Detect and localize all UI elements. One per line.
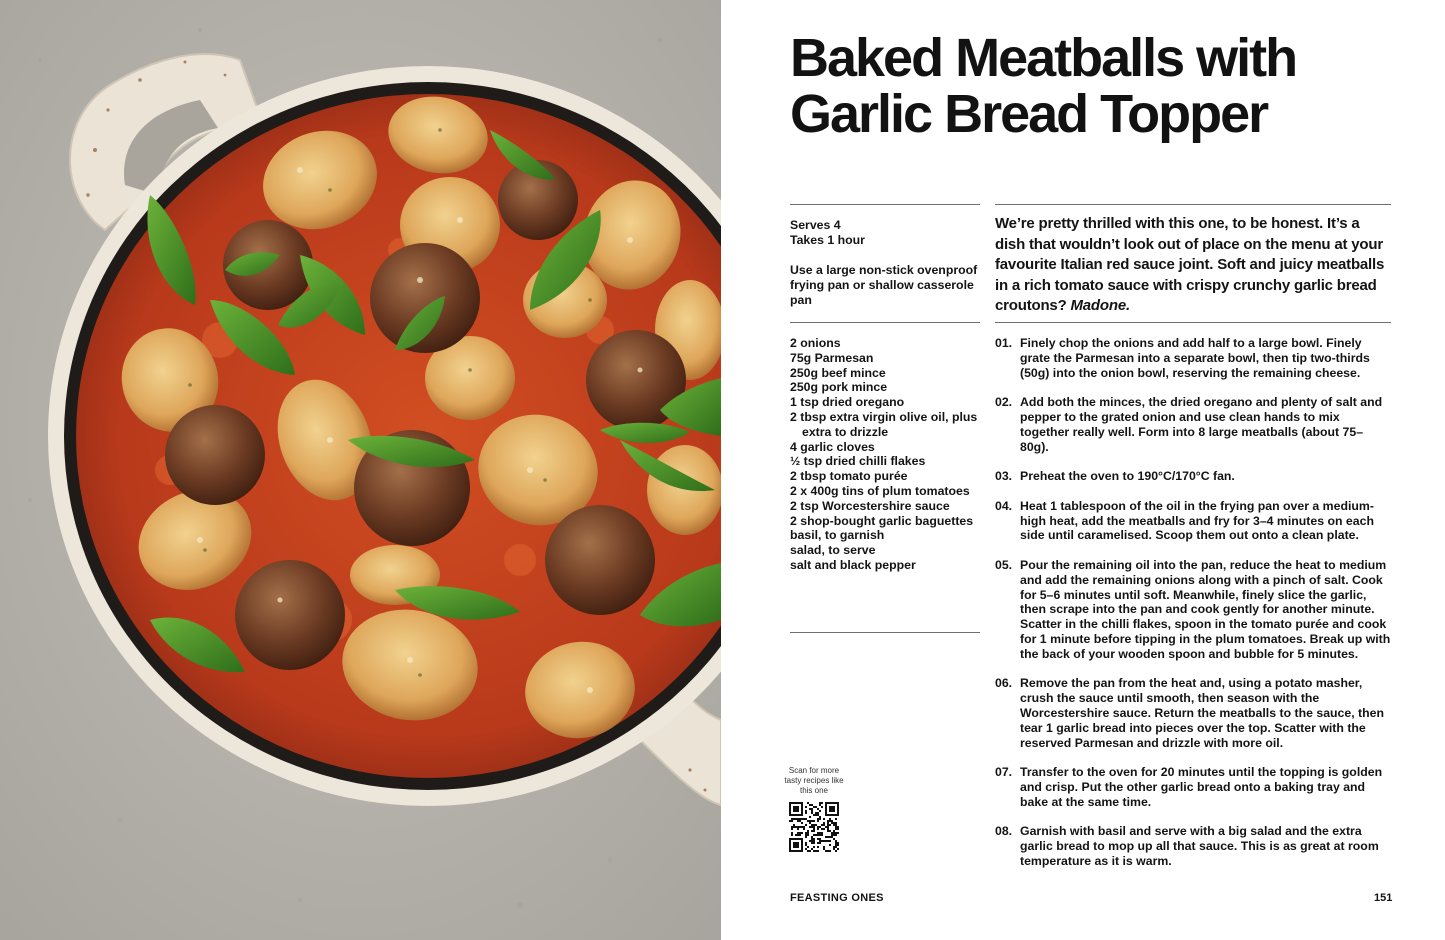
ingredient-item: 2 tsp Worcestershire sauce [790, 498, 950, 513]
step-text: Transfer to the oven for 20 minutes until the topping is golden and crisp. Put the other garlic bread onto a baking tray and bake at the same time. [1020, 765, 1383, 809]
page-number: 151 [1374, 892, 1393, 904]
meatball-pan-illustration [0, 0, 721, 940]
method-step [995, 824, 1391, 868]
ingredient-item: basil, to garnish [790, 528, 885, 543]
intro-emphasis: Madone. [1070, 297, 1130, 314]
equipment-text: Use a large non-stick ovenproof frying pan or shallow casserole pan [790, 263, 978, 307]
method-step [995, 469, 1391, 484]
step-number: 05. [995, 557, 1013, 572]
serves-text: Serves 4 [790, 218, 841, 232]
step-text: Add both the minces, the dried oregano and plenty of salt and pepper to the grated onion and use clean hands to mix together really well. Form into 8 large meatballs (about 75–80g). [1020, 395, 1383, 454]
recipe-photo [0, 0, 721, 940]
divider-ingredients-end [790, 632, 980, 633]
method-step [995, 558, 1391, 662]
recipe-intro [995, 214, 1391, 317]
ingredients-list [790, 336, 980, 573]
method-step [995, 676, 1391, 750]
ingredient-item: 1 tsp dried oregano [790, 395, 905, 410]
ingredient-item: 2 shop-bought garlic baguettes [790, 513, 974, 528]
step-text: Remove the pan from the heat and, using a potato masher, crush the sauce until smooth, then season with the Worcestershire sauce. Return the meatballs to the sauce, then tear 1 garlic bread into pieces over the top. Scatter with the reserved Parmesan and drizzle with more oil. [1020, 676, 1385, 750]
ingredient-item: 250g pork mince [790, 380, 888, 395]
step-number: 02. [995, 395, 1013, 410]
method-step [995, 765, 1391, 809]
step-number: 08. [995, 824, 1013, 839]
qr-code-icon[interactable] [789, 802, 839, 852]
method-steps [995, 336, 1391, 883]
ingredient-item: ½ tsp dried chilli flakes [790, 454, 926, 469]
step-number: 06. [995, 676, 1013, 691]
step-number: 07. [995, 765, 1013, 780]
ingredient-item: salad, to serve [790, 543, 876, 558]
method-step [995, 395, 1391, 454]
method-step [995, 336, 1391, 380]
divider-top-left [790, 204, 980, 205]
takes-text: Takes 1 hour [790, 233, 865, 247]
step-number: 04. [995, 498, 1013, 513]
divider-mid-left [790, 322, 980, 323]
ingredient-item: 2 tbsp tomato purée [790, 469, 908, 484]
step-number: 03. [995, 469, 1013, 484]
recipe-meta [790, 218, 980, 308]
intro-text: We’re pretty thrilled with this one, to be honest. It’s a dish that wouldn’t look out of place on the menu at your favourite Italian red sauce joint. Soft and juicy meatballs in a rich tomato sauce with crispy crunchy garlic bread croutons? [995, 215, 1385, 314]
ingredient-item: 2 x 400g tins of plum tomatoes [790, 483, 970, 498]
method-step [995, 499, 1391, 543]
ingredient-item: salt and black pepper [790, 557, 916, 572]
ingredient-item: 2 tbsp extra virgin olive oil, plus extra to drizzle [790, 409, 978, 439]
ingredient-item: 250g beef mince [790, 365, 886, 380]
step-text: Preheat the oven to 190°C/170°C fan. [1020, 469, 1235, 484]
recipe-title: Baked Meatballs with Garlic Bread Topper [790, 28, 1297, 144]
step-text: Heat 1 tablespoon of the oil in the frying pan over a medium-high heat, add the meatballs and fry for 3–4 minutes on each side until caramelised. Scoop them out onto a clean plate. [1020, 498, 1374, 543]
ingredient-item: 4 garlic cloves [790, 439, 875, 454]
footer-section-title: FEASTING ONES [790, 892, 884, 904]
ingredient-item: 75g Parmesan [790, 350, 874, 365]
qr-caption: Scan for more tasty recipes like this one [784, 766, 844, 795]
ingredient-item: 2 onions [790, 336, 841, 350]
divider-top-right [995, 204, 1391, 205]
step-text: Pour the remaining oil into the pan, reduce the heat to medium and add the remaining onions along with a pinch of salt. Cook for 5–6 minutes until soft. Meanwhile, finely slice the garlic, then scrape into the pan and cook gently for another minute. Scatter in the chilli flakes, spoon in the tomato purée and cook for 1 minute before tipping in the plum tomatoes. Break up with the back of your wooden spoon and bubble for 5 minutes. [1020, 557, 1391, 661]
step-text: Finely chop the onions and add half to a large bowl. Finely grate the Parmesan into a separate bowl, then tip two-thirds (50g) into the onion bowl, reserving the remaining cheese. [1020, 336, 1370, 380]
step-number: 01. [995, 336, 1013, 350]
step-text: Garnish with basil and serve with a big salad and the extra garlic bread to mop up all that sauce. This is as great at room temperature as it is warm. [1020, 824, 1379, 868]
divider-mid-right [995, 322, 1391, 323]
